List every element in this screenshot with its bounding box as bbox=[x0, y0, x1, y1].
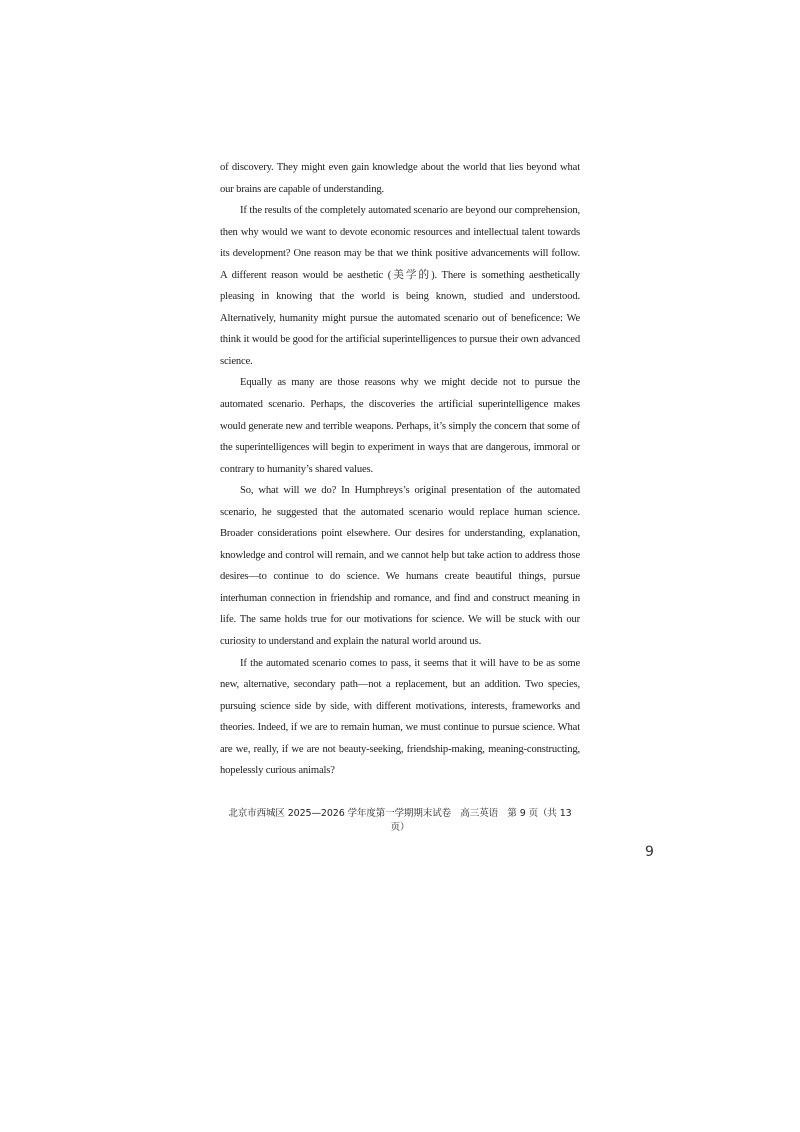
paragraph-continuation: of discovery. They might even gain knowledge about the world that lies beyond what our brains are capable of understanding. bbox=[220, 162, 580, 195]
paragraph-reasons-not-to-pursue: Equally as many are those reasons why we might decide not to pursue the automated scenario. Perhaps, the discoveries the artificial superintelligence makes would generate new and terrible weapons. Perhaps, it’s simply the concern that some of the superintelligences will begin to experiment in ways that are dangerous, immoral or contrary to humanity’s shared values. bbox=[220, 377, 580, 475]
paragraph-what-will-we-do: So, what will we do? In Humphreys’s original presentation of the automated scenario, he suggested that the automated scenario would replace human science. Broader considerations point elsewhere. Our desires for understanding, explanation, knowledge and control will remain, and we cannot help but take action to address those desires—to continue to do science. We humans create beautiful things, pursue interhuman connection in friendship and romance, and find and construct meaning in life. The same holds true for our motivations for science. We will be stuck with our curiosity to understand and explain the natural world around us. bbox=[220, 485, 580, 648]
passage-body bbox=[220, 157, 580, 782]
paragraph-reasons-to-pursue: If the results of the completely automated scenario are beyond our comprehension, then why would we want to devote economic resources and intellectual talent towards its development? One reason may be that we think positive advancements will follow. A different reason would be aesthetic (美学的). There is something aesthetically pleasing in knowing that the world is being known, studied and understood. Alternatively, humanity might pursue the automated scenario out of beneficence: We think it would be good for the artificial superintelligences to pursue their own advanced science. bbox=[220, 205, 580, 367]
exam-footer: 北京市西城区 2025—2026 学年度第一学期期末试卷 高三英语 第 9 页（共 13 页） bbox=[228, 808, 572, 833]
page-number: 9 bbox=[645, 844, 654, 860]
paragraph-conclusion: If the automated scenario comes to pass, it seems that it will have to be as some new, alternative, secondary path—not a replacement, but an addition. Two species, pursuing science side by side, with different motivations, interests, frameworks and theories. Indeed, if we are to remain human, we must continue to pursue science. What are we, really, if we are not beauty-seeking, friendship-making, meaning-constructing, hopelessly curious animals? bbox=[220, 657, 580, 777]
